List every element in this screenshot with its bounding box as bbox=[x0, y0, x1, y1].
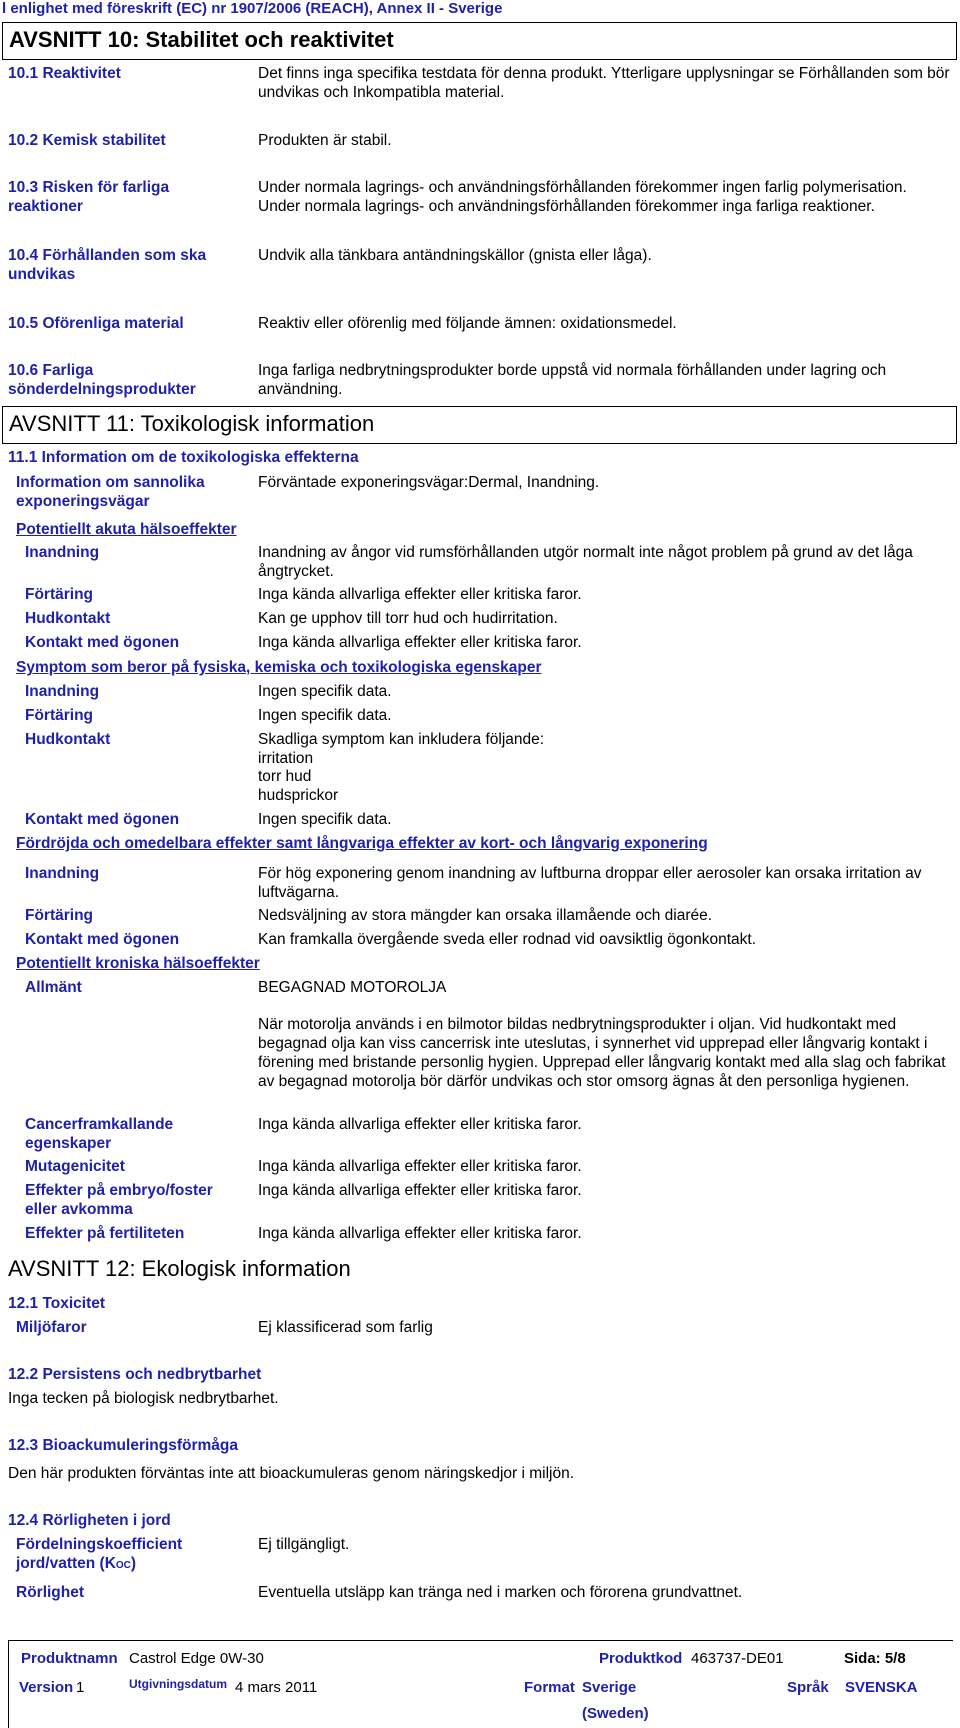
koc-label-close: ) bbox=[130, 1555, 137, 1572]
conditions-to-avoid-label: 10.4 Förhållanden som ska undvikas bbox=[8, 247, 207, 283]
hazardous-reactions-value-2: Under normala lagrings- och användningsförhållanden förekommer inga farliga reaktioner. bbox=[258, 198, 875, 215]
carcinogenicity-label: Cancerframkallande egenskaper bbox=[25, 1116, 174, 1152]
format-label: Format bbox=[524, 1679, 575, 1696]
symptoms-ingestion-value: Ingen specifik data. bbox=[258, 707, 392, 724]
acute-inhalation-value: Inandning av ångor vid rumsförhållanden utgör normalt inte något problem på grund av det låga ångtrycket. bbox=[258, 544, 913, 580]
page-number: Sida: 5/8 bbox=[844, 1650, 906, 1667]
page-footer bbox=[8, 1640, 953, 1728]
hazardous-reactions-label: 10.3 Risken för farliga reaktioner bbox=[8, 179, 170, 215]
format-value: Sverige bbox=[582, 1679, 637, 1696]
mobility-value: Eventuella utsläpp kan tränga ned i marken och förorena grundvattnet. bbox=[258, 1584, 743, 1601]
delayed-eye-value: Kan framkalla övergående sveda eller rodnad vid oavsiktlig ögonkontakt. bbox=[258, 931, 757, 948]
delayed-ingestion-value: Nedsväljning av stora mängder kan orsaka illamående och diarée. bbox=[258, 907, 713, 924]
symptoms-skin-value-3: torr hud bbox=[258, 768, 312, 785]
chronic-general-label: Allmänt bbox=[25, 979, 82, 996]
symptoms-eye-value: Ingen specifik data. bbox=[258, 811, 392, 828]
fertility-effects-label: Effekter på fertiliteten bbox=[25, 1225, 185, 1242]
toxicological-info-subheading: 11.1 Information om de toxikologiska effekterna bbox=[8, 449, 359, 466]
developmental-effects-label: Effekter på embryo/foster eller avkomma bbox=[25, 1182, 213, 1218]
symptoms-inhalation-value: Ingen specifik data. bbox=[258, 683, 392, 700]
koc-subscript: OC bbox=[115, 1560, 131, 1571]
environmental-hazards-value: Ej klassificerad som farlig bbox=[258, 1319, 433, 1336]
acute-skin-label: Hudkontakt bbox=[25, 610, 111, 627]
product-code-label: Produktkod bbox=[599, 1650, 683, 1667]
mutagenicity-label: Mutagenicitet bbox=[25, 1158, 125, 1175]
incompatible-materials-value: Reaktiv eller oförenlig med följande ämnen: oxidationsmedel. bbox=[258, 315, 677, 332]
section-11-title: AVSNITT 11: Toxikologisk information bbox=[2, 406, 957, 444]
section-12-title: AVSNITT 12: Ekologisk information bbox=[2, 1252, 957, 1290]
mobility-label: Rörlighet bbox=[16, 1584, 85, 1601]
koc-label-text: Fördelningskoefficient jord/vatten (K bbox=[16, 1536, 183, 1572]
hazardous-reactions-value-1: Under normala lagrings- och användningsförhållanden förekommer ingen farlig polymerisation. bbox=[258, 179, 907, 196]
koc-value: Ej tillgängligt. bbox=[258, 1536, 350, 1553]
acute-skin-value: Kan ge upphov till torr hud och hudirritation. bbox=[258, 610, 558, 627]
conditions-to-avoid-value: Undvik alla tänkbara antändningskällor (gnista eller låga). bbox=[258, 247, 652, 264]
issue-date-label: Utgivningsdatum bbox=[129, 1677, 227, 1691]
acute-eye-label: Kontakt med ögonen bbox=[25, 634, 180, 651]
toxicity-subheading: 12.1 Toxicitet bbox=[8, 1295, 106, 1312]
decomposition-products-label: 10.6 Farliga sönderdelningsprodukter bbox=[8, 362, 196, 398]
delayed-ingestion-label: Förtäring bbox=[25, 907, 94, 924]
persistence-subheading: 12.2 Persistens och nedbrytbarhet bbox=[8, 1366, 262, 1383]
chronic-effects-heading: Potentiellt kroniska hälsoeffekter bbox=[16, 955, 260, 972]
symptoms-eye-label: Kontakt med ögonen bbox=[25, 811, 180, 828]
fertility-effects-value: Inga kända allvarliga effekter eller kritiska faror. bbox=[258, 1225, 582, 1242]
symptoms-skin-value-1: Skadliga symptom kan inkludera följande: bbox=[258, 731, 545, 748]
section-10-title: AVSNITT 10: Stabilitet och reaktivitet bbox=[2, 22, 957, 60]
delayed-effects-heading: Fördröjda och omedelbara effekter samt långvariga effekter av kort- och långvarig exponering bbox=[16, 835, 708, 852]
exposure-routes-value: Förväntade exponeringsvägar:Dermal, Inandning. bbox=[258, 474, 600, 491]
persistence-text: Inga tecken på biologisk nedbrytbarhet. bbox=[8, 1390, 279, 1407]
symptoms-heading: Symptom som beror på fysiska, kemiska och toxikologiska egenskaper bbox=[16, 659, 542, 676]
chemical-stability-label: 10.2 Kemisk stabilitet bbox=[8, 132, 166, 149]
exposure-routes-label: Information om sannolika exponeringsvägar bbox=[16, 474, 205, 510]
symptoms-skin-label: Hudkontakt bbox=[25, 731, 111, 748]
issue-date-value: 4 mars 2011 bbox=[235, 1679, 318, 1696]
koc-label bbox=[16, 1535, 216, 1575]
decomposition-products-value: Inga farliga nedbrytningsprodukter borde uppstå vid normala förhållanden under lagring och användning. bbox=[258, 362, 887, 398]
acute-ingestion-label: Förtäring bbox=[25, 586, 94, 603]
language-label: Språk bbox=[787, 1679, 829, 1696]
developmental-effects-value: Inga kända allvarliga effekter eller kritiska faror. bbox=[258, 1182, 582, 1199]
symptoms-skin-value-2: irritation bbox=[258, 750, 314, 767]
bioaccumulation-subheading: 12.3 Bioackumuleringsförmåga bbox=[8, 1437, 238, 1454]
acute-ingestion-value: Inga kända allvarliga effekter eller kritiska faror. bbox=[258, 586, 582, 603]
version-value: 1 bbox=[76, 1679, 85, 1696]
mutagenicity-value: Inga kända allvarliga effekter eller kritiska faror. bbox=[258, 1158, 582, 1175]
carcinogenicity-value: Inga kända allvarliga effekter eller kritiska faror. bbox=[258, 1116, 582, 1133]
delayed-eye-label: Kontakt med ögonen bbox=[25, 931, 180, 948]
reactivity-value: Det finns inga specifika testdata för denna produkt. Ytterligare upplysningar se Förhållanden som bör undvikas och Inkompatibla material. bbox=[258, 65, 950, 101]
symptoms-ingestion-label: Förtäring bbox=[25, 707, 94, 724]
symptoms-inhalation-label: Inandning bbox=[25, 683, 100, 700]
bioaccumulation-text: Den här produkten förväntas inte att bioackumuleras genom näringskedjor i miljön. bbox=[8, 1465, 575, 1482]
delayed-inhalation-label: Inandning bbox=[25, 865, 100, 882]
regulation-header: l enlighet med föreskrift (EC) nr 1907/2006 (REACH), Annex II - Sverige bbox=[2, 0, 503, 17]
chronic-general-text: När motorolja används i en bilmotor bildas nedbrytningsprodukter i oljan. Vid hudkontakt med begagnad olja kan viss cancerrisk inte uteslutas, i synnerhet vid upprepad eller långvarig kontakt i förening med bristande personlig hygien. Upprepad eller långvarig kontakt med alla slag och fabrikat av begagnad motorolja bör därför undvikas och stor omsorg ägnas åt den personliga hygienen. bbox=[258, 1016, 946, 1090]
acute-inhalation-label: Inandning bbox=[25, 544, 100, 561]
product-name-label: Produktnamn bbox=[21, 1650, 118, 1667]
format-value-country: (Sweden) bbox=[582, 1705, 649, 1722]
chemical-stability-value: Produkten är stabil. bbox=[258, 132, 392, 149]
symptoms-skin-value-4: hudsprickor bbox=[258, 787, 339, 804]
acute-eye-value: Inga kända allvarliga effekter eller kritiska faror. bbox=[258, 634, 582, 651]
product-name-value: Castrol Edge 0W-30 bbox=[129, 1650, 264, 1667]
chronic-general-title: BEGAGNAD MOTOROLJA bbox=[258, 979, 447, 996]
language-value: SVENSKA bbox=[845, 1679, 918, 1696]
version-label: Version bbox=[19, 1679, 74, 1696]
incompatible-materials-label: 10.5 Oförenliga material bbox=[8, 315, 184, 332]
delayed-inhalation-value: För hög exponering genom inandning av luftburna droppar eller aerosoler kan orsaka irritation av luftvägarna. bbox=[258, 865, 922, 901]
soil-mobility-subheading: 12.4 Rörligheten i jord bbox=[8, 1512, 171, 1529]
product-code-value: 463737-DE01 bbox=[691, 1650, 784, 1667]
environmental-hazards-label: Miljöfaror bbox=[16, 1319, 87, 1336]
acute-effects-heading: Potentiellt akuta hälsoeffekter bbox=[16, 521, 237, 538]
reactivity-label: 10.1 Reaktivitet bbox=[8, 65, 121, 82]
